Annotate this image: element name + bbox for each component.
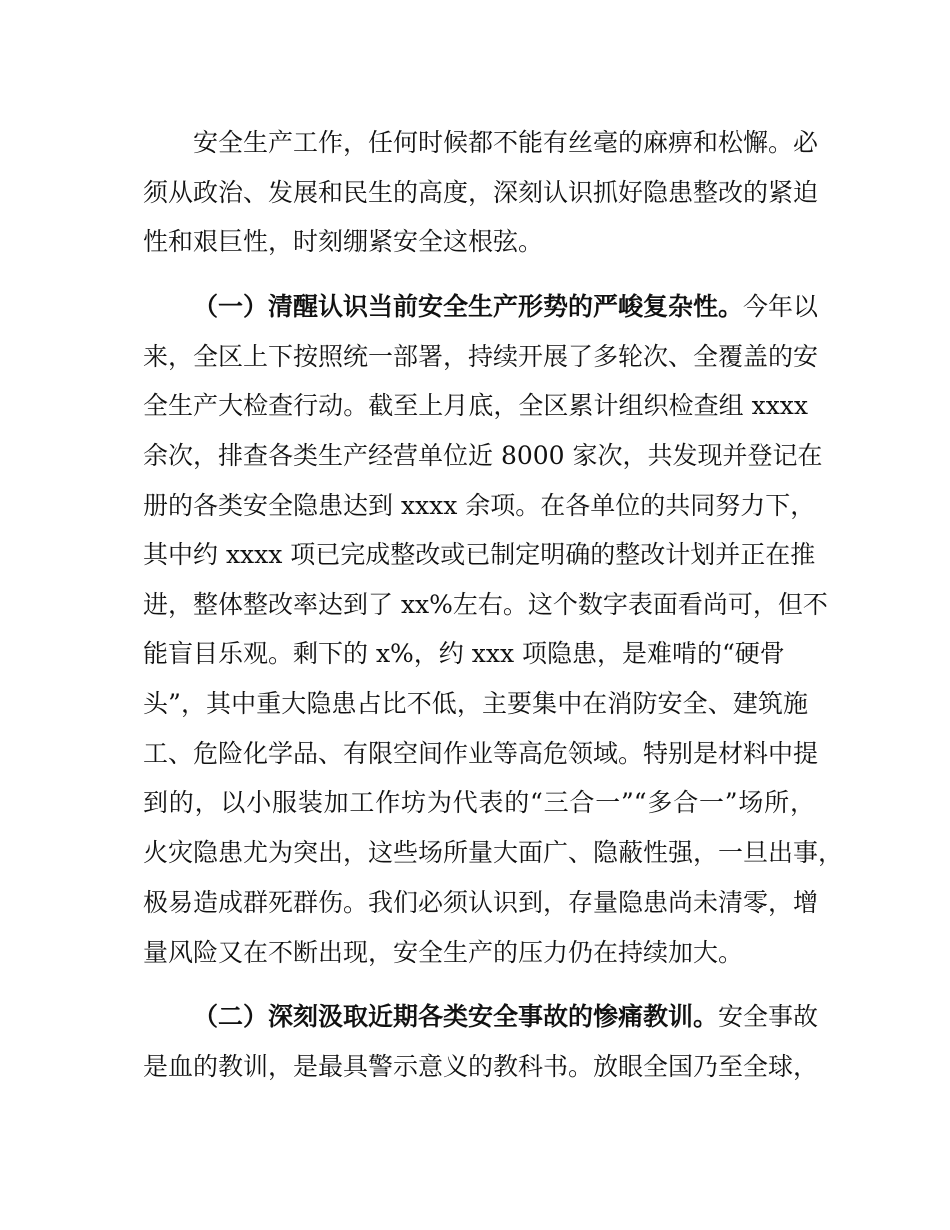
text-line: 其中约 xxxx 项已完成整改或已制定明确的整改计划并正在推 bbox=[143, 540, 816, 569]
text-line: 是血的教训，是最具警示意义的教科书。放眼全国乃至全球， bbox=[143, 1052, 819, 1081]
text-line bbox=[193, 1000, 819, 1034]
text-line: 工、危险化学品、有限空间作业等高危领域。特别是材料中提 bbox=[143, 739, 819, 768]
text-line: 须从政治、发展和民生的高度，深刻认识抓好隐患整改的紧迫 bbox=[143, 178, 819, 207]
text-line: 到的，以小服装加工作坊为代表的“三合一”“多合一”场所， bbox=[143, 788, 815, 817]
text-line: 册的各类安全隐患达到 xxxx 余项。在各单位的共同努力下， bbox=[143, 491, 816, 520]
text-line: 量风险又在不断出现，安全生产的压力仍在持续加大。 bbox=[143, 938, 744, 967]
text-run: 安全事故 bbox=[718, 1002, 819, 1031]
text-line: 性和艰巨性，时刻绷紧安全这根弦。 bbox=[143, 227, 544, 256]
text-line bbox=[193, 290, 819, 324]
section-heading: （二）深刻汲取近期各类安全事故的惨痛教训。 bbox=[193, 1002, 719, 1031]
text-line: 余次，排查各类生产经营单位近 8000 家次，共发现并登记在 bbox=[143, 441, 823, 470]
text-line: 极易造成群死群伤。我们必须认识到，存量隐患尚未清零，增 bbox=[143, 888, 819, 917]
text-line: 安全生产工作，任何时候都不能有丝毫的麻痹和松懈。必 bbox=[193, 128, 819, 157]
text-line: 头”，其中重大隐患占比不低，主要集中在消防安全、建筑施 bbox=[143, 689, 808, 718]
text-line: 火灾隐患尤为突出，这些场所量大面广、隐蔽性强，一旦出事， bbox=[143, 838, 844, 867]
text-run: 今年以 bbox=[743, 292, 819, 321]
text-line: 全生产大检查行动。截至上月底，全区累计组织检查组 xxxx bbox=[143, 391, 808, 420]
text-line: 进，整体整改率达到了 xx%左右。这个数字表面看尚可，但不 bbox=[143, 590, 828, 619]
text-line: 来，全区上下按照统一部署，持续开展了多轮次、全覆盖的安 bbox=[143, 342, 819, 371]
text-line: 能盲目乐观。剩下的 x%，约 xxx 项隐患，是难啃的“硬骨 bbox=[143, 639, 785, 668]
section-heading: （一）清醒认识当前安全生产形势的严峻复杂性。 bbox=[193, 292, 744, 321]
